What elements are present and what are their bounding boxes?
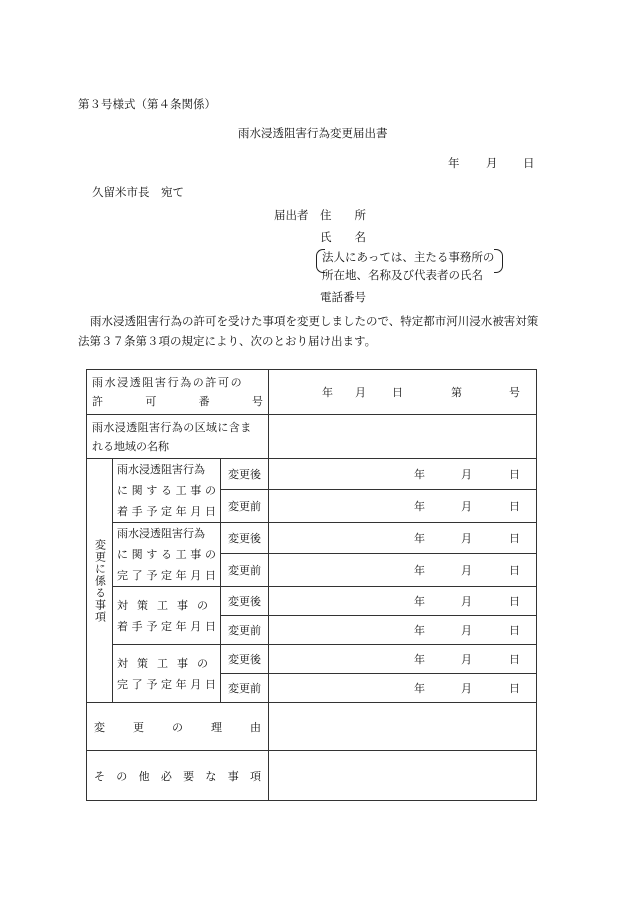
other-row <box>87 751 537 801</box>
item-label-cell <box>113 587 221 645</box>
permit-month: 月 <box>355 386 367 399</box>
after-label: 変更後 <box>221 523 269 554</box>
applicant-label: 届出者 <box>274 208 309 222</box>
name-label: 氏 名 <box>320 230 366 244</box>
date-year-label: 年 <box>448 156 460 170</box>
form-number: 第３号様式（第４条関係） <box>78 97 216 111</box>
date-value-cell[interactable]: 年 月 日 <box>269 459 537 490</box>
permit-year: 年 <box>322 386 334 399</box>
address-label: 住 所 <box>320 208 366 222</box>
permit-day: 日 <box>392 386 404 399</box>
reason-label-cell: 変 更 の 理 由 <box>87 703 269 751</box>
date-value-cell[interactable]: 年 月 日 <box>269 553 537 586</box>
date-value-cell[interactable]: 年 月 日 <box>269 616 537 645</box>
phone-label: 電話番号 <box>320 290 366 304</box>
after-label: 変更後 <box>221 587 269 616</box>
date-month-label: 月 <box>486 156 498 170</box>
addressee: 久留米市長 宛て <box>92 185 184 199</box>
before-label: 変更前 <box>221 553 269 586</box>
date-day-label: 日 <box>523 156 535 170</box>
item-label-cell <box>113 523 221 587</box>
changes-label-cell <box>87 459 113 703</box>
other-label-cell: そ の 他 必 要 な 事 項 <box>87 751 269 801</box>
after-label: 変更後 <box>221 459 269 490</box>
before-label: 変更前 <box>221 616 269 645</box>
date-value-cell[interactable]: 年 月 日 <box>269 645 537 674</box>
permit-row <box>87 370 537 415</box>
permit-label-line1: 雨水浸透阻害行為の許可の <box>92 376 244 389</box>
date-value-cell[interactable]: 年 月 日 <box>269 489 537 522</box>
area-value-cell[interactable] <box>269 415 537 459</box>
corp-note-line2: 所在地、名称及び代表者の氏名 <box>322 268 483 282</box>
area-label-cell <box>87 415 269 459</box>
group2-label: 雨水浸透阻害行為 に 関 す る 工 事 の 完 了 予 定 年 月 日 <box>117 527 216 582</box>
item-label-cell <box>113 459 221 523</box>
change-row <box>87 523 537 554</box>
before-label: 変更前 <box>221 489 269 522</box>
body-line2: 法第３７条第３項の規定により、次のとおり届け出ます。 <box>78 334 377 348</box>
permit-no-suffix: 号 <box>509 386 521 399</box>
group4-label: 対 策 工 事 の 完 了 予 定 年 月 日 <box>117 656 216 691</box>
change-form-table <box>86 369 537 801</box>
change-row <box>87 459 537 490</box>
corp-note-line1: 法人にあっては、主たる事務所の <box>322 250 495 264</box>
after-label: 変更後 <box>221 645 269 674</box>
permit-no-prefix: 第 <box>451 386 463 399</box>
change-row <box>87 645 537 674</box>
item-label-cell <box>113 645 221 703</box>
document-title: 雨水浸透阻害行為変更届出書 <box>238 126 388 140</box>
reason-row <box>87 703 537 751</box>
date-value-cell[interactable]: 年 月 日 <box>269 674 537 703</box>
before-label: 変更前 <box>221 674 269 703</box>
group3-label: 対 策 工 事 の 着 手 予 定 年 月 日 <box>117 598 216 633</box>
date-value-cell[interactable]: 年 月 日 <box>269 587 537 616</box>
change-row <box>87 587 537 616</box>
group1-label: 雨水浸透阻害行為 に 関 す る 工 事 の 着 手 予 定 年 月 日 <box>117 463 216 518</box>
date-value-cell[interactable]: 年 月 日 <box>269 523 537 554</box>
reason-value-cell[interactable] <box>269 703 537 751</box>
body-line1: 雨水浸透阻害行為の許可を受けた事項を変更しましたので、特定都市河川浸水被害対策 <box>90 314 539 328</box>
area-row <box>87 415 537 459</box>
right-bracket <box>494 249 503 273</box>
permit-label-line2: 許 可 番 号 <box>92 395 263 408</box>
area-label-line2: れる地域の名称 <box>92 439 169 453</box>
changes-label: 変更に係る事項 <box>93 538 107 623</box>
permit-value-cell[interactable] <box>269 370 537 415</box>
permit-label-cell <box>87 370 269 415</box>
area-label-line1: 雨水浸透阻害行為の区域に含ま <box>92 420 252 434</box>
other-value-cell[interactable] <box>269 751 537 801</box>
